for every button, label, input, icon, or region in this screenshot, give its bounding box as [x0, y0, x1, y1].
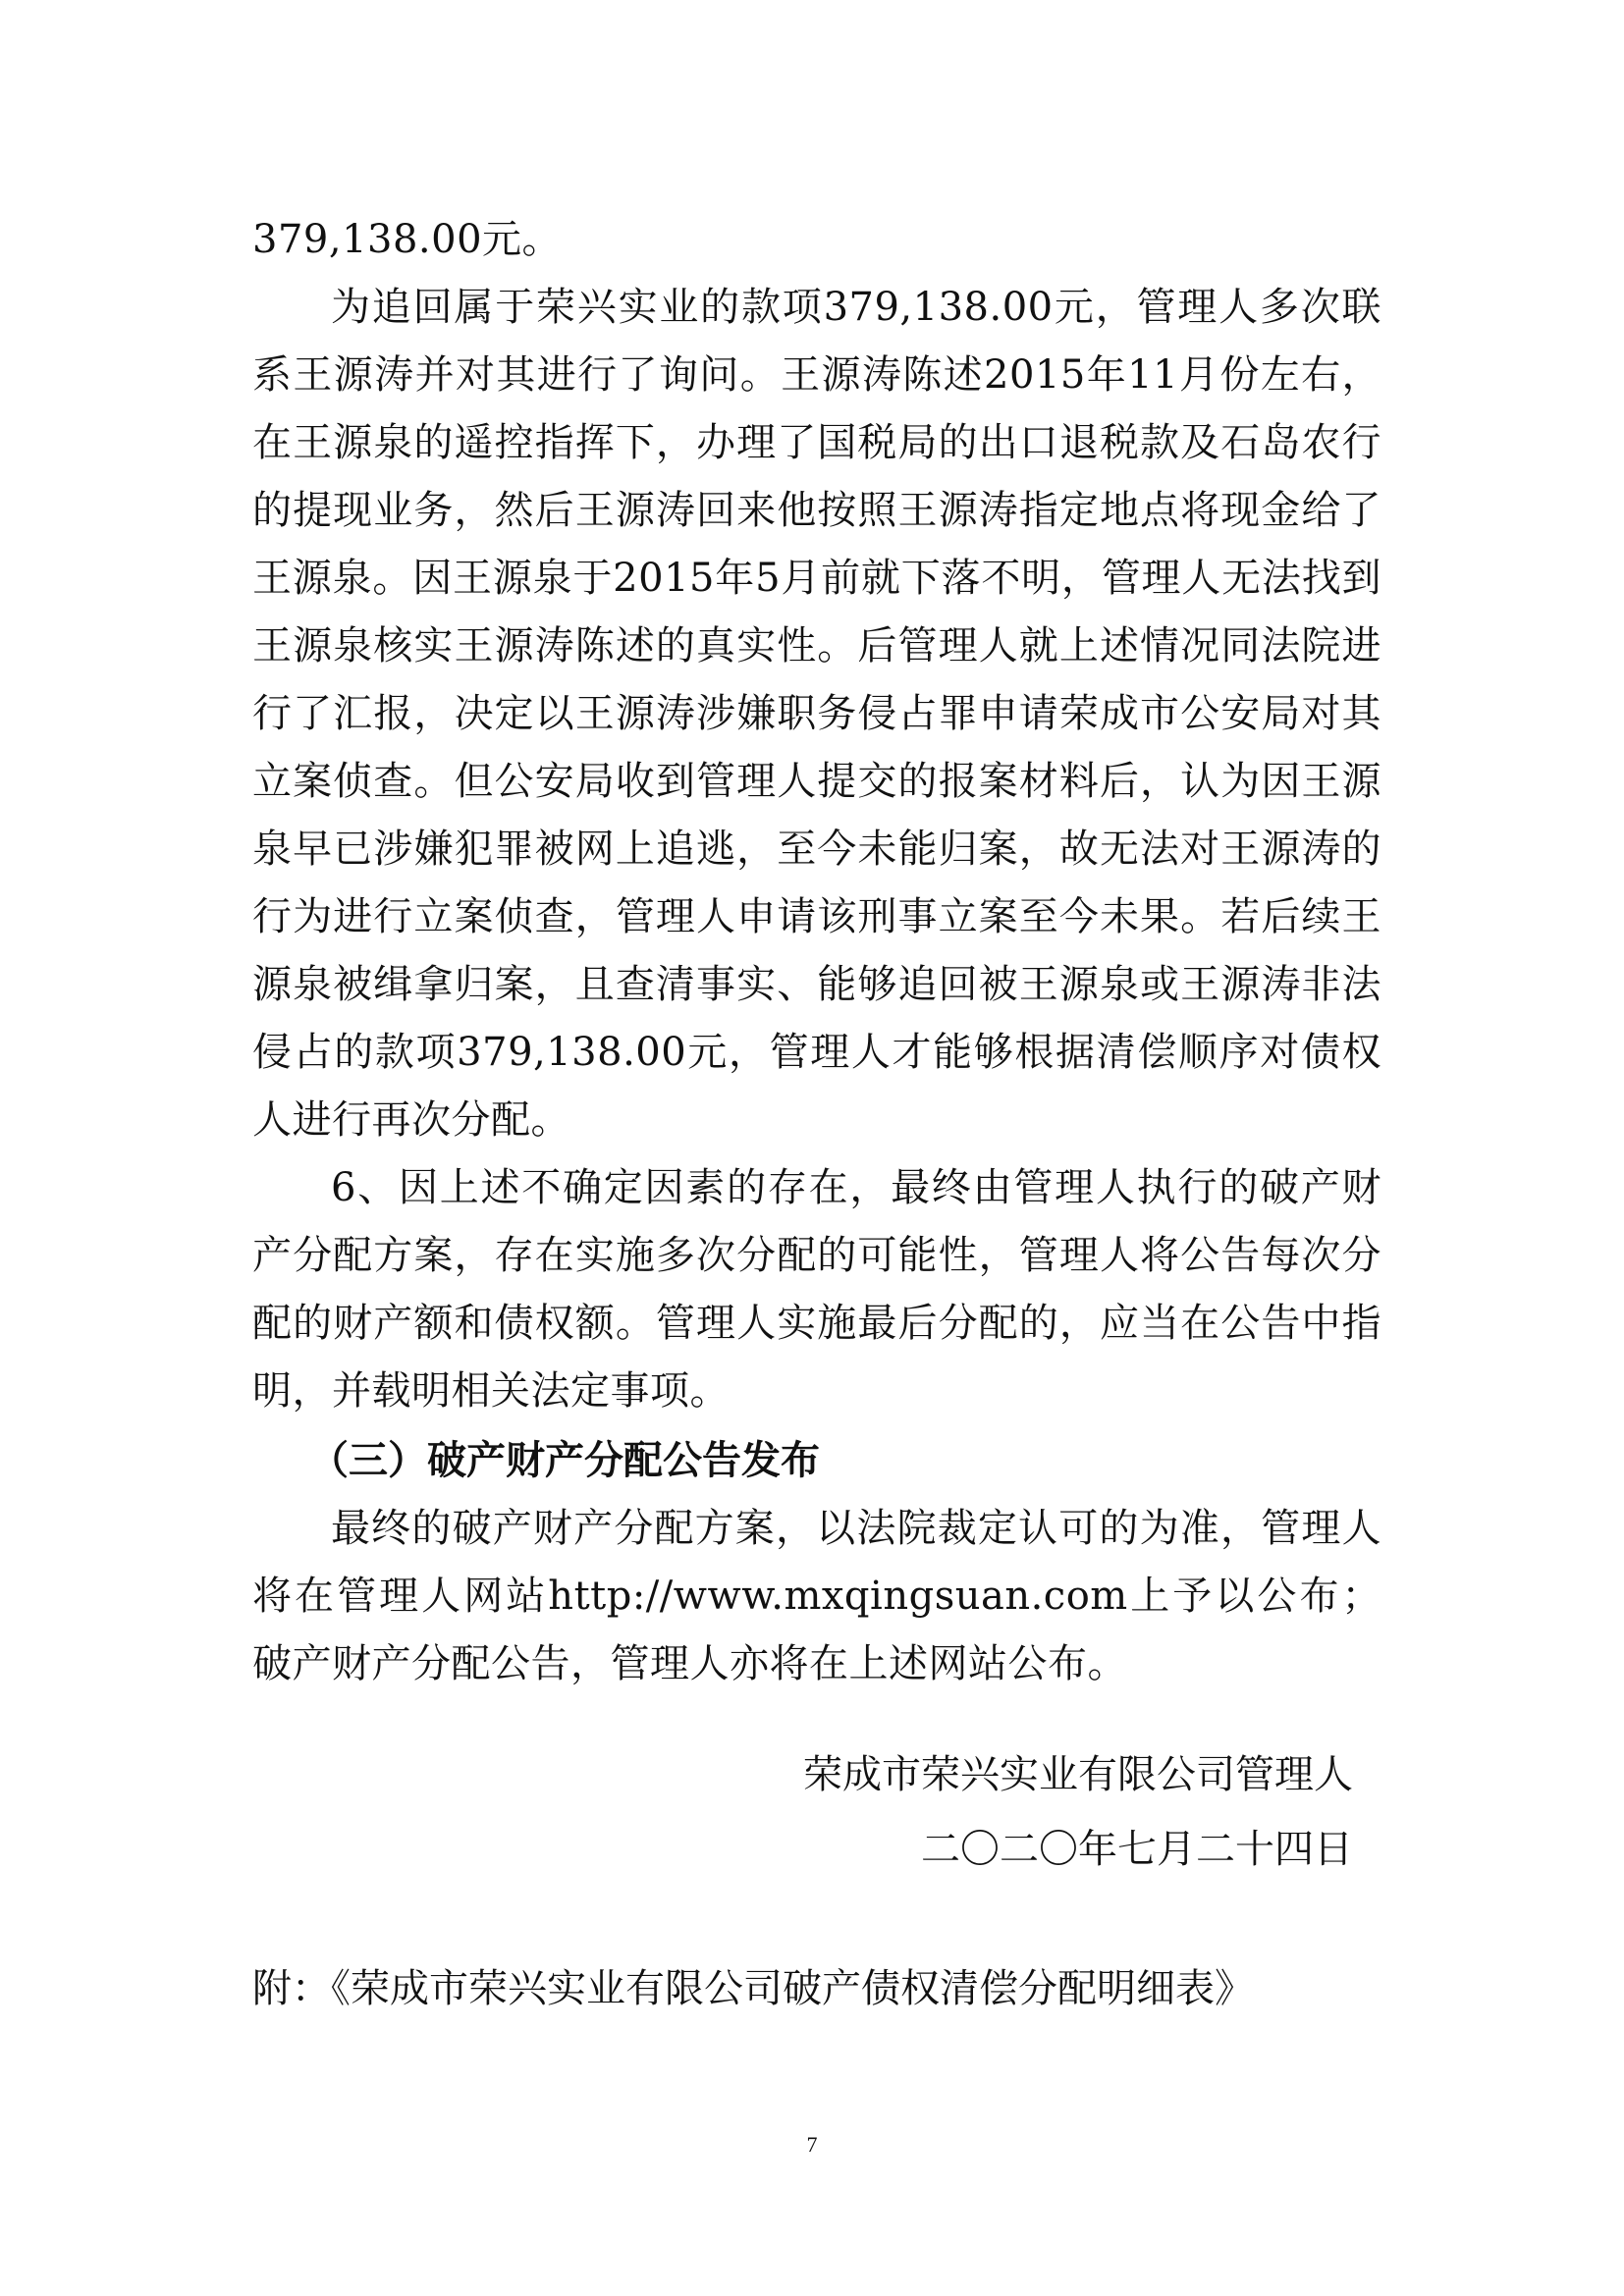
- paragraph-multiple-distribution: 6、因上述不确定因素的存在，最终由管理人执行的破产财产分配方案，存在实施多次分配的可能性，管理人将公告每次分配的财产额和债权额。管理人实施最后分配的，应当在公告中指明，并载明相关法定事项。: [252, 1165, 1381, 1414]
- section-heading: （三）破产财产分配公告发布: [309, 1438, 820, 1483]
- signature-organization: 荣成市荣兴实业有限公司管理人: [803, 1752, 1353, 1797]
- paragraph-announcement: 最终的破产财产分配方案，以法院裁定认可的为准，管理人将在管理人网站http://www.mxqingsuan.com上予以公布；破产财产分配公告，管理人亦将在上述网站公布。: [252, 1506, 1381, 1686]
- signature-date: 二〇二〇年七月二十四日: [921, 1827, 1353, 1872]
- attachment-note: 附：《荣成市荣兴实业有限公司破产债权清偿分配明细表》: [252, 1966, 1254, 2011]
- signature-block: [803, 1737, 1353, 1887]
- paragraph-recovery-efforts: 为追回属于荣兴实业的款项379,138.00元，管理人多次联系王源涛并对其进行了询问。王源涛陈述2015年11月份左右，在王源泉的遥控指挥下，办理了国税局的出口退税款及石岛农行的提现业务，然后王源涛回来他按照王源涛指定地点将现金给了王源泉。因王源泉于2015年5月前就下落不明，管理人无法找到王源泉核实王源涛陈述的真实性。后管理人就上述情况同法院进行了汇报，决定以王源涛涉嫌职务侵占罪申请荣成市公安局对其立案侦查。但公安局收到管理人提交的报案材料后，认为因王源泉早已涉嫌犯罪被网上追逃，至今未能归案，故无法对王源涛的行为进行立案侦查，管理人申请该刑事立案至今未果。若后续王源泉被缉拿归案，且查清事实、能够追回被王源泉或王源涛非法侵占的款项379,138.00元，管理人才能够根据清偿顺序对债权人进行再次分配。: [252, 285, 1381, 1143]
- paragraph-amount-continuation: 379,138.00元。: [252, 217, 563, 262]
- page-number: 7: [806, 2132, 818, 2157]
- body-content: [252, 206, 1381, 1698]
